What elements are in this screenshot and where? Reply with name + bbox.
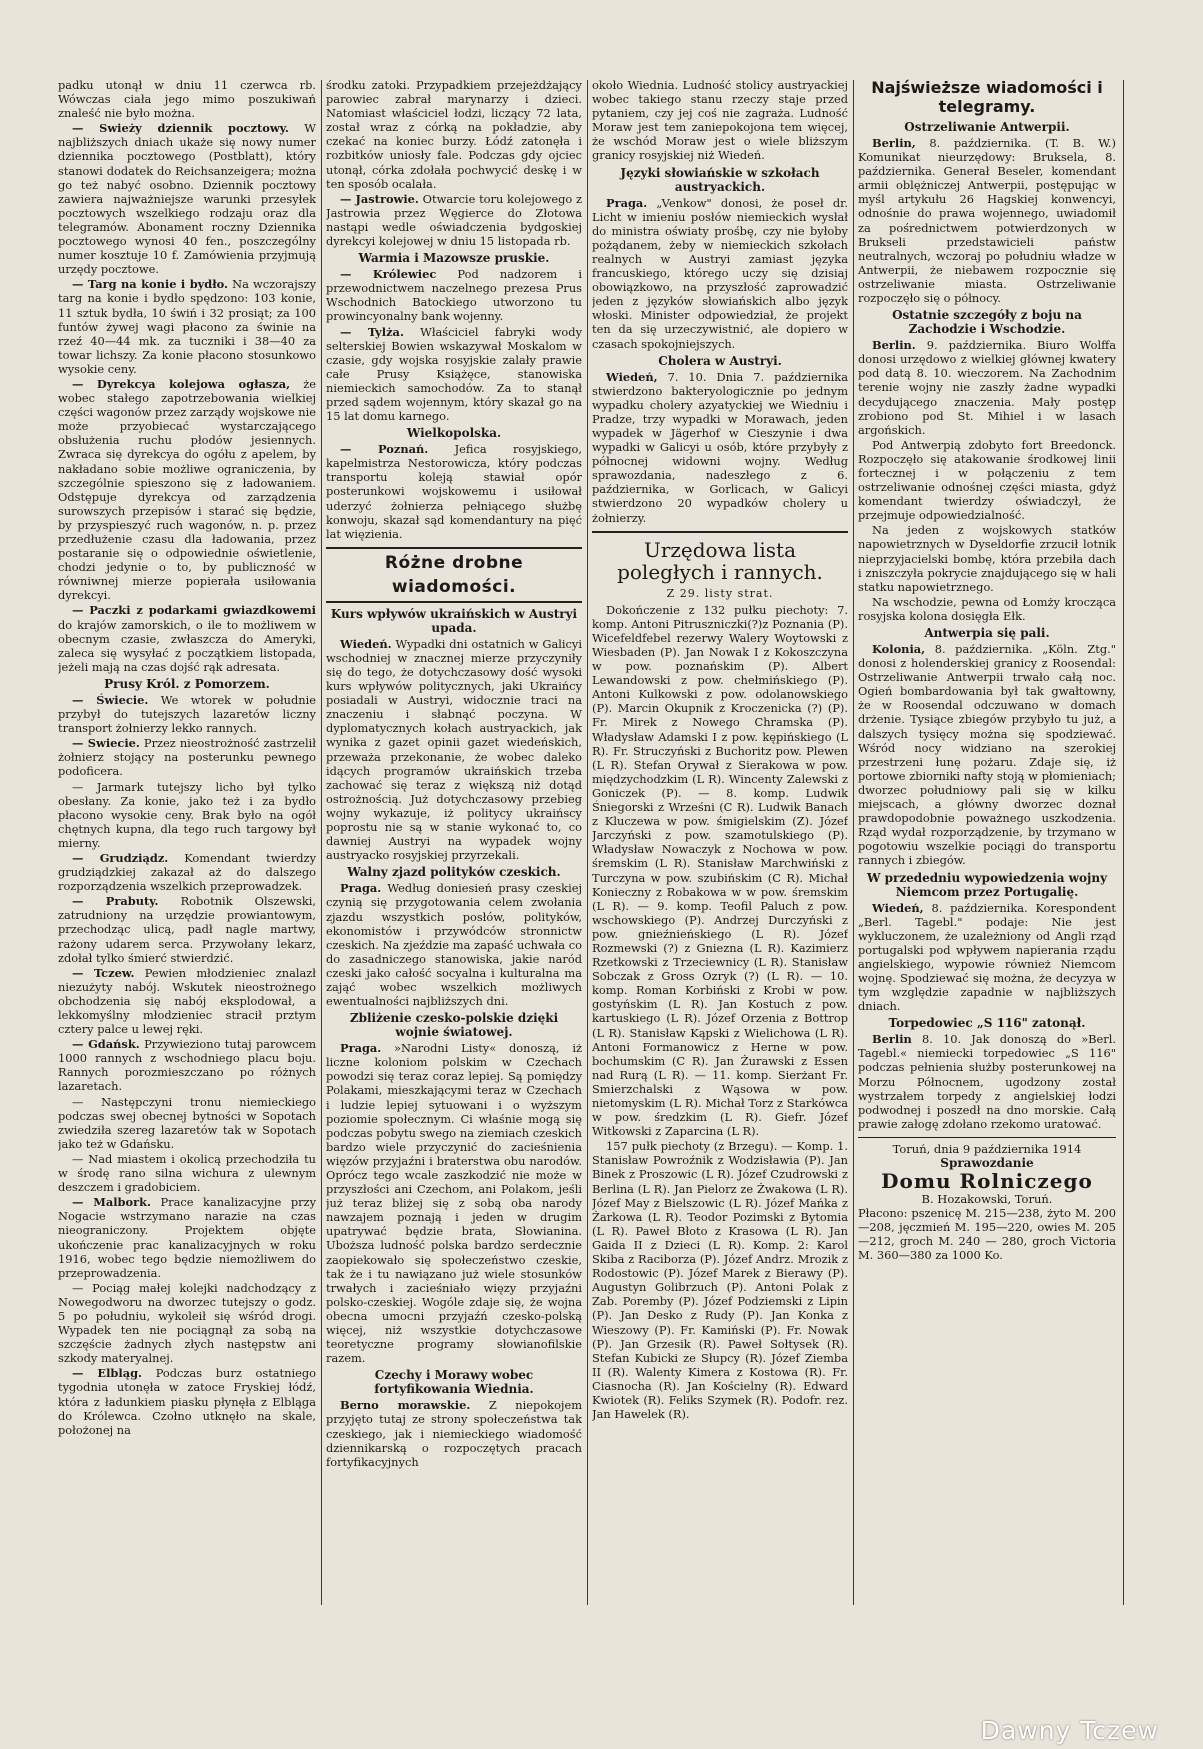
item-text: do krajów zamorskich, o ile to możliwem w obecnym czasie, zwłaszcza do Ameryki, zaleca się wysyłać z początkiem listopada, jeżeli mają na czas dojść rąk adresata.: [58, 617, 316, 674]
news-item: [58, 1366, 316, 1436]
telegram-title: Najświeższe wiadomości i telegramy.: [871, 78, 1103, 116]
paragraph: — Jarmark tutejszy licho był tylko obesłany. Za konie, jako też i za bydło płacono wysokie ceny. Brak było na ogół chętnych kupna, dla tego ruch targowy był mierny.: [58, 779, 316, 850]
section-heading: Prusy Król. z Pomorzem.: [104, 676, 270, 691]
item-text: Pewien młodzieniec znalazł niezużyty nabój. Wskutek nieostrożnego obchodzenia się nabój eksplodował, a lekkomyślny młodzieniec stracił prztym cztery palce u lewej ręki.: [58, 965, 316, 1037]
news-item: [858, 901, 1116, 1014]
item-lead: Wiedeń.: [340, 636, 392, 651]
item-text: Pod nadzorem i przewodnictwem naczelnego prezesa Prus Wschodnich Batockiego utworzono tu prowincyonalny bank wojenny.: [326, 267, 582, 324]
column-4: [858, 78, 1116, 1668]
item-text: Właściciel fabryki wody selterskiej Bowien wskazywał Moskalom w czasie, gdy wojska rosyjskie zalały prawie całe Prusy Książęce, stanowiska niemieckich samochodów. Za to stanął przed sądem wojennym, który skazał go na 15 lat domu karnego.: [326, 324, 582, 424]
section-heading: Czechy i Morawy wobec fortyfikowania Wiednia.: [374, 1368, 534, 1397]
casualty-list-title: Urzędowa lista poległych i rannych.: [592, 531, 848, 583]
item-lead: — Grudziądz.: [72, 850, 169, 865]
item-text: 8. października. (T. B. W.) Komunikat nieurzędowy: Bruksela, 8. października. Generał Beseler, komendant armii oblężniczej Antwerpii, postępując w myśl artykułu 26 Hagskiej konwencyi, odnośnie do prawa wojennego, uwiadomił za pośrednictwem potwierdzonych w Brukseli przedstawicieli państw neutralnych, wczoraj po południu władze w Antwerpii, że niebawem rozpocznie się ostrzeliwanie miasta. Ostrzeliwanie rozpoczęło się o północy.: [858, 136, 1116, 306]
item-text: 8. października. „Köln. Ztg." donosi z holenderskiej granicy z Roosendal: Ostrzeliwanie Antwerpii trwało całą noc. Ogień bombardowania był tak gwałtowny, że w Roosendal odczuwano w domach drżenie. Tysiące zbiegów przybyło tu już, a dalszych tysięcy można się spodziewać. Wśród nocy widziano na szerokiej przestrzeni łunę pożaru. Zdaje się, iż portowe zbiorniki nafty stoją w płomieniach; dworzec południowy pali się w kilku miejscach, a główny dworzec doznał prawdopodobnie poważnego uszkodzenia. Rząd wydał rozporządzenie, by trzymano w pogotowiu wszelkie pociągi do transportu rannych i zbiegów.: [858, 642, 1116, 868]
section-heading: Zbliżenie czesko-polskie dzięki wojnie światowej.: [349, 1011, 559, 1040]
news-item: [326, 637, 582, 863]
report-date: Toruń, dnia 9 października 1914: [892, 1141, 1082, 1156]
item-lead: Praga.: [340, 881, 382, 896]
item-lead: — Tylża.: [340, 324, 404, 339]
section-heading: Walny zjazd polityków czeskich.: [347, 865, 561, 880]
paragraph: — Nad miastem i okolicą przechodziła tu w środę rano silna wichura z ulewnym deszczem i gradobiciem.: [58, 1151, 316, 1195]
column-3: [592, 78, 848, 1668]
watermark: Dawny Tczew: [980, 1716, 1159, 1745]
item-lead: — Świecie.: [72, 692, 149, 707]
item-text: Podczas burz ostatniego tygodnia utonęła w zatoce Fryskiej łódź, która z ładunkiem piasku płynęła z Elbląga do Królewca. Czołno utknęło na skale, położonej na: [58, 1366, 316, 1437]
item-lead: Berno morawskie.: [340, 1398, 471, 1413]
news-item: [858, 642, 1116, 868]
rubric-heading: Różne drobne wiadomości.: [326, 547, 582, 603]
market-report: [858, 1137, 1116, 1263]
item-lead: — Swiecie.: [72, 736, 140, 751]
news-item: [58, 377, 316, 603]
paragraph: około Wiednia. Ludność stolicy austryackiej wobec takiego stanu rzeczy staje przed pytaniem, czy jej coś nie zagraża. Ludność Moraw jest tem zaniepokojona tem więcej, że wschód Moraw jest o wiele bliższym granicy rosyjskiej niż Wiedeń.: [592, 78, 848, 163]
item-text: We wtorek w południe przybył do tutejszych lazaretów liczny transport żołnierzy lekko rannych.: [58, 692, 316, 736]
section-heading: W przededniu wypowiedzenia wojny Niemcom przez Portugalię.: [866, 870, 1108, 899]
item-text: Otwarcie toru kolejowego z Jastrowia przez Węgierce do Złotowa nastąpi wedle oświadczenia bydgoskiej dyrekcyi kolejowej w dniu 15 listopada rb.: [326, 191, 582, 249]
item-lead: — Targ na konie i bydło.: [72, 277, 228, 292]
paragraph: Dokończenie z 132 pułku piechoty: 7. komp. Antoni Pitruszniczki(?)z Poznania (P). Wicefeldfebel rezerwy Walery Woytowski z Wiesbaden (P). Jan Nowak I z Kokoszczyna w pow. poznańskim (P). Albert Lewandowski z pow. chełmińskiego (P). Antoni Kulkowski z pow. odolanowskiego (P). Marcin Okupnik z Kroczenicka (?) (P). Fr. Mirek z Nowego Chramska (P). Władysław Adamski I z pow. kępińskiego (L R). Fr. Struczyński z Buchoritz pow. Plewen (L R). Stefan Orywał z Sierakowa w pow. międzychodzkim (L R). Wincenty Zalewski z Goniczek (P). — 8. komp. Ludwik Śniegorski z Wrześni (C R). Ludwik Banach z Kluczewa w pow. śmigielskim (Z). Józef Jarczyński z pow. szamotulskiego (P). Władysław Nowaczyk z Nochowa w pow. śremskim (L R). Stanisław Marchwiński z Turczyna w pow. szubińskim (C R). Michał Konieczny z Robakowa w w pow. śremskim (L R). — 9. komp. Teofil Paluch z pow. wschowskiego (P). Andrzej Durczyński z pow. gnieźnieńskiego (L R). Józef Rozmewski (?) z Gniezna (L R). Kazimierz Rzetkowski z Trzeciewnicy (L R). Stanisław Sobczak z Gross Ozryk (?) (L R). — 10. komp. Roman Korbiński z Krobi w pow. gostyńskim (L R). Jan Kostuch z pow. kartuskiego (L R). Józef Orzenia z Bottrop (L R). Stanisław Kąpski z Wielichowa (L R). Antoni Formanowicz z Herne w pow. bochumskim (C R). Jan Żurawski z Essen nad Rurą (L R). — 11. komp. Sierżant Fr. Smierzchalski z Wąsowa w pow. nietomyskim (L R). Michał Torz z Starkówca w pow. średzkim (L R). Giefr. Józef Witkowski z Zaparcina (L R).: [592, 602, 848, 1139]
news-item: [58, 736, 316, 778]
section-heading: Torpedowiec „S 116" zatonął.: [888, 1016, 1086, 1031]
item-text: Przywieziono tutaj parowcem 1000 rannych z wschodniego placu boju. Rannych porozmieszczano po różnych lazaretach.: [58, 1037, 316, 1094]
item-lead: — Swieży dziennik pocztowy.: [72, 121, 289, 136]
paragraph: — Następczyni tronu niemieckiego podczas swej obecnej bytności w Sopotach zwiedziła szereg lazaretów tak w Sopotach jako też w Gdańsku.: [58, 1094, 316, 1151]
news-item: [58, 277, 316, 376]
item-lead: — Poznań.: [340, 442, 429, 457]
report-name: Domu Rolniczego: [881, 1169, 1093, 1194]
news-item: [858, 1032, 1116, 1131]
item-lead: — Prabuty.: [72, 894, 159, 909]
item-lead: Berlin: [872, 1032, 912, 1047]
item-lead: — Gdańsk.: [72, 1037, 140, 1052]
section-heading: Ostatnie szczegóły z boju na Zachodzie i Wschodzie.: [892, 308, 1082, 337]
item-lead: Wiedeń,: [872, 900, 924, 915]
section-heading: Kurs wpływów ukraińskich w Austryi upada.: [330, 606, 578, 635]
section-heading: Wielkopolska.: [406, 426, 502, 441]
news-item: [326, 192, 582, 248]
item-lead: — Jastrowie.: [340, 191, 419, 206]
paragraph: Na jeden z wojskowych statków napowietrznych w Dyseldorfie zrzucił lotnik nieprzyjacielski bombę, która przebiła dach i zniszczyła pokrycie znajdującego się w hali statku napowietrznego.: [858, 523, 1116, 594]
news-item: [326, 325, 582, 424]
item-lead: Kolonia,: [872, 642, 926, 656]
report-subtitle: Sprawozdanie: [940, 1156, 1034, 1170]
news-item: [58, 966, 316, 1036]
paragraph: środku zatoki. Przypadkiem przejeżdżający parowiec zabrał marynarzy i dzieci. Natomiast właściciel łodzi, liczący 72 lata, został wraz z córką na pokładzie, aby czekać na koniec burzy. Łódź zatonęła i rozbitków uniosły fale. Podczas gdy ojciec utonął, córka zdołała pochwycić deskę i w ten sposób ocalała.: [326, 78, 582, 191]
item-lead: — Królewiec: [340, 267, 437, 282]
item-text: W najbliższych dniach ukaże się nowy numer dziennika pocztowego (Postblatt), który stanowi dodatek do Reichsanzeigera; można go też nabyć osobno. Dziennik pocztowy zawiera najważniejsze warunki przesyłek pocztowych wszelkiego rodzaju oraz dla telegramów. Abonament roczny Dziennika pocztowego wynosi 40 fen., poszczególny numer kosztuje 10 f. Zamówienia przyjmują urzędy pocztowe.: [58, 121, 316, 277]
news-item: [326, 1041, 582, 1365]
telegram-section: [858, 78, 1116, 1131]
news-item: [58, 851, 316, 893]
item-lead: — Dyrekcya kolejowa ogłasza,: [72, 376, 291, 391]
news-item: [592, 196, 848, 351]
item-text: Według doniesień prasy czeskiej czynią się przygotowania celem zwołania zjazdu wszystkich posłów, polityków, ekonomistów i przywódców stronnictw czeskich. Na zjeździe ma zapaść uchwała co do zasadniczego stanowiska, jakie naród czeski jako całość socyalna i kulturalna ma zająć wobec wszelkich możliwych ewentualności najbliższych dni.: [326, 881, 582, 1009]
report-prices: Płacono: pszenicę M. 215—238, żyto M. 200—208, jęczmień M. 195—220, owies M. 205—212, groch M. 240 — 280, groch Victoria M. 360—380 za 1000 Ko.: [858, 1206, 1116, 1263]
column-2: [326, 78, 582, 1668]
item-lead: — Malbork.: [72, 1195, 151, 1210]
news-item: [58, 1195, 316, 1280]
news-item: [58, 693, 316, 735]
item-text: 8. października. Korespondent „Berl. Tagebl." podaje: Nie jest wykluczonem, że uzależniony od Angli rząd portugalski pod wpływem napierania rządu angielskiego, wypowie również Niemcom wojnę. Spodziewać się można, że decyzya w tym względzie zapadnie w najbliższych dniach.: [858, 900, 1116, 1014]
news-item: [326, 881, 582, 1008]
column-rule: [321, 80, 322, 1605]
paragraph: Pod Antwerpią zdobyto fort Breedonck. Rozpoczęło się atakowanie środkowej linii fortecznej i w połączeniu z tem ostrzeliwanie odnośnej części miasta, gdyż komendant twierdzy oświadczył, że przejmuje odpowiedzialność.: [858, 437, 1116, 523]
news-item: [326, 1398, 582, 1468]
item-lead: — Paczki z podarkami gwiazdkowemi: [72, 603, 316, 618]
item-text: 9. października. Biuro Wolffa donosi urzędowo z wielkiej głównej kwatery pod datą 8. 10. wieczorem. Na Zachodnim terenie wojny nie zaszły żadne wypadki decydującego znaczenia. Mały postęp zrobiono pod St. Mihiel i w lasach argońskich.: [858, 338, 1116, 437]
report-author: B. Hozakowski, Toruń.: [921, 1192, 1053, 1207]
paragraph: Na wschodzie, pewna od Łomży krocząca rosyjska kolona dosięgła Ełk.: [858, 594, 1116, 623]
column-rule: [1123, 80, 1124, 1605]
news-item: [58, 894, 316, 964]
news-item: [58, 121, 316, 276]
item-lead: — Elbląg.: [72, 1366, 143, 1381]
list-subtitle: Z 29. listy strat.: [666, 586, 774, 600]
column-1: [58, 78, 316, 1668]
section-heading: Warmia i Mazowsze pruskie.: [358, 251, 550, 266]
item-text: Prace kanalizacyjne przy Nogacie wstrzymano narazie na czas nieograniczony. Projektem objęte ukończenie prac kanalizacyjnych w roku 1916, wobec tego będzie niemożliwem do przeprowadzenia.: [58, 1195, 316, 1280]
item-text: Robotnik Olszewski, zatrudniony na urzędzie prowiantowym, przechodząc ulicą, padł nagle martwy, rażony udarem serca. Przywołany lekarz, zdołał tylko śmierć stwierdzić.: [58, 894, 316, 965]
news-item: [58, 1037, 316, 1093]
item-text: Jefica rosyjskiego, kapelmistrza Nestorowicza, który podczas transportu koleją stawiał opór posterunkowi wojskowemu i usiłował uderzyć żołnierza pełniącego służbę konwoju, skazał sąd komendantury na pięć lat więzienia.: [326, 442, 582, 541]
item-text: że wobec stałego zapotrzebowania wielkiej części wagonów przez zarządy wojskowe nie może przyobiecać wystarczającego obsłużenia ruchu płodów jesiennych. Zwraca się dyrekcya do ogółu z apelem, by nakładano sobie możliwe ograniczenia, by szczególnie spieszono się z ładowaniem. Odstępuje dyrekcya od zarządzenia surowszych przepisów i starać się będzie, by przyspieszyć ruch wagonów, n. p. przez przedłużenie czasu dla ładowania, przez postaranie się o odpowiednie oświetlenie, chodzi jedynie o to, by publiczność w równiwnej mierze popierała usiłowania dyrekcyi.: [58, 376, 316, 603]
item-text: Na wczorajszy targ na konie i bydło spędzono: 103 konie, 11 sztuk bydła, 10 świń i 32 prosiąt; za 100 funtów żywej wagi płacono za świnie na rzeź 40—44 mk. za tuczniki i 38—40 za towar lichszy. Za konie płacono stosunkowo wysokie ceny.: [58, 277, 316, 376]
item-lead: Praga.: [340, 1041, 382, 1056]
news-item: [592, 370, 848, 525]
paragraph: padku utonął w dniu 11 czerwca rb. Wówczas ciała jego mimo poszukiwań znaleść nie było można.: [58, 78, 316, 121]
item-lead: Berlin,: [872, 136, 916, 150]
item-text: »Narodni Listy« donoszą, iż liczne koloniom polskim w Czechach powodzi się teraz coraz lepiej. Są pomiędzy Polakami, mieszkającymi teraz w Czechach i ludzie lepiej sytuowani i o wyższym poziomie społecznym. Ci właśnie mogą się podczas pobytu swego na ziemiach czeskich bardzo wiele przyczynić do zacieśnienia więzów przyjaźni i braterstwa obu narodów. Oprócz tego wcale zaszkodzić nie może w przyszłości ani Czechom, ani Polakom, jeśli już teraz bliżej się z sobą oba narody nawzajem poznają i jeden w drugim upatrywać będzie brata, Słowianina. Uboższa ludność polska bardzo serdecznie zaopiekowało się społeczeństwo czeskie, tak że i tu nawiązano już wiele stosunków trwałych i zacieśniało więzy przyjaźni polsko-czeskiej. Wogóle zdaje się, że wojna obecna umocni przyjaźń czesko-polską więcej, niż wszystkie dotychczasowe teoretyczne programy słowianofilskie razem.: [326, 1041, 582, 1366]
item-lead: Berlin.: [872, 338, 916, 353]
column-rule: [587, 80, 588, 1605]
section-heading: Ostrzeliwanie Antwerpii.: [904, 120, 1070, 134]
item-text: Komendant twierdzy grudziądzkiej zakazał aż do dalszego rozporządzenia wszelkich przeprowadzek.: [58, 850, 316, 894]
item-lead: Wiedeń,: [606, 369, 658, 384]
paragraph: 157 pułk piechoty (z Brzegu). — Komp. 1. Stanisław Powroźnik z Wodzisławia (P). Jan Binek z Proszowic (L R). Józef Czudrowski z Berlina (L R). Jan Pielorz ze Żwakowa (L R). Józef May z Bielszowic (L R). Józef Mańka z Żarkowa (L R). Teodor Pozimski z Bytomia (L R). Paweł Błoto z Krasowa (L R). Jan Gaida II z Dzieci (L R). Komp. 2: Karol Skiba z Raciborza (P). Józef Andrz. Mrozik z Rodostowic (P). Józef Marek z Bierawy (P). Augustyn Golibrzuch (P). Antoni Polak z Zab. Poremby (P). Józef Podziemski z Lipin (P). Jan Desko z Rudy (P). Jan Konka z Wieszowy (P). Fr. Kamiński (P). Fr. Nowak (P). Jan Grzesik (R). Paweł Sołtysek (R). Stefan Kubicki ze Słupcy (R). Józef Ziemba II (R). Walenty Kimera z Kostowa (R). Fr. Ciasnocha (R). Jan Kościelny (R). Edward Kwiotek (R). Feliks Szymek (R). Podofr. rez. Jan Hawelek (R).: [592, 1139, 848, 1422]
item-text: 8. 10. Jak donoszą do »Berl. Tagebl.« niemiecki torpedowiec „S 116" podczas pełnienia służby posterunkowej na Morzu Północnem, ugodzony został wystrzałem torpedy z angielskiej łodzi podwodnej i poszedł na dno morskie. Całą prawie załogę zdołano rzekomo uratować.: [858, 1032, 1116, 1131]
section-heading: Języki słowiańskie w szkołach austryackich.: [620, 165, 820, 194]
section-heading: Antwerpia się pali.: [924, 626, 1050, 640]
column-rule: [853, 80, 854, 1605]
news-item: [858, 136, 1116, 305]
item-text: Przez nieostrożność zastrzelił żołnierz stojący na posterunku pewnego podoficera.: [58, 736, 316, 779]
paragraph: — Pociąg małej kolejki nadchodzący z Nowegodworu na dworzec tutejszy o godz. 5 po południu, wykoleił się wśród drogi. Wypadek ten nie pociągnął za sobą na szczęście żadnych złych następstw ani szkody materyalnej.: [58, 1280, 316, 1366]
news-item: [326, 267, 582, 323]
item-text: 7. 10. Dnia 7. października stwierdzono bakteryologicznie po jednym wypadku cholery azyatyckiej we Wiedniu i Pradze, trzy wypadki w Morawach, jeden wypadek w Jägerhof w Cieszynie i dwa wypadki w Galicyi u osób, które przybyły z północnej widowni wojny. Według sprawozdania, nadeszłego z 6. października, w Gorlicach, w Galicyi stwierdzono 20 wypadków cholery u żołnierzy.: [592, 369, 848, 525]
news-item: [858, 338, 1116, 437]
news-item: [58, 603, 316, 673]
news-item: [326, 442, 582, 541]
item-text: „Venkow" donosi, że poseł dr. Licht w imieniu posłów niemieckich wysłał do ministra oświaty prośbę, czy nie byłoby pożądanem, żeby w niemieckich szkołach realnych w Austryi zamiast języka francuskiego, którego uczy się dzisiaj obowiązkowo, na przyszłość zaprowadzić jeden z języków słowiańskich albo język włoski. Minister odpowiedział, że projekt ten da się urzeczywistnić, ale dopiero w czasach spokojniejszych.: [592, 195, 848, 351]
item-text: Z niepokojem przyjęto tutaj ze strony społeczeństwa tak czeskiego, jak i niemieckiego wiadomość dziennikarską o rozpoczętych pracach fortyfikacyjnych: [326, 1398, 582, 1469]
section-heading: Cholera w Austryi.: [658, 353, 782, 368]
item-lead: Praga.: [606, 195, 648, 210]
item-text: Wypadki dni ostatnich w Galicyi wschodniej w znacznej mierze przyczyniły się do tego, że dotychczasowy dość wysoki kurs wpływów politycznych, jaki Ukraińcy posiadali w Austryi, widocznie traci na znaczeniu i słabnąć poczyna. W dyplomatycznych kołach austryackich, jak wynika z gazet opinii gazet wiedeńskich, przeważa przekonanie, że wobec daleko idących programów ukraińskich trzeba zachować się teraz z większą niż dotąd ostrożnością. Już dotychczasowy przebieg wojny wykazuje, iż politycy ukraińscy poprostu nie są w stanie wykonać to, co dawniej Austryi na wypadek wojny austryacko rosyjskiej przyrzekali.: [326, 636, 582, 863]
item-lead: — Tczew.: [72, 965, 135, 980]
